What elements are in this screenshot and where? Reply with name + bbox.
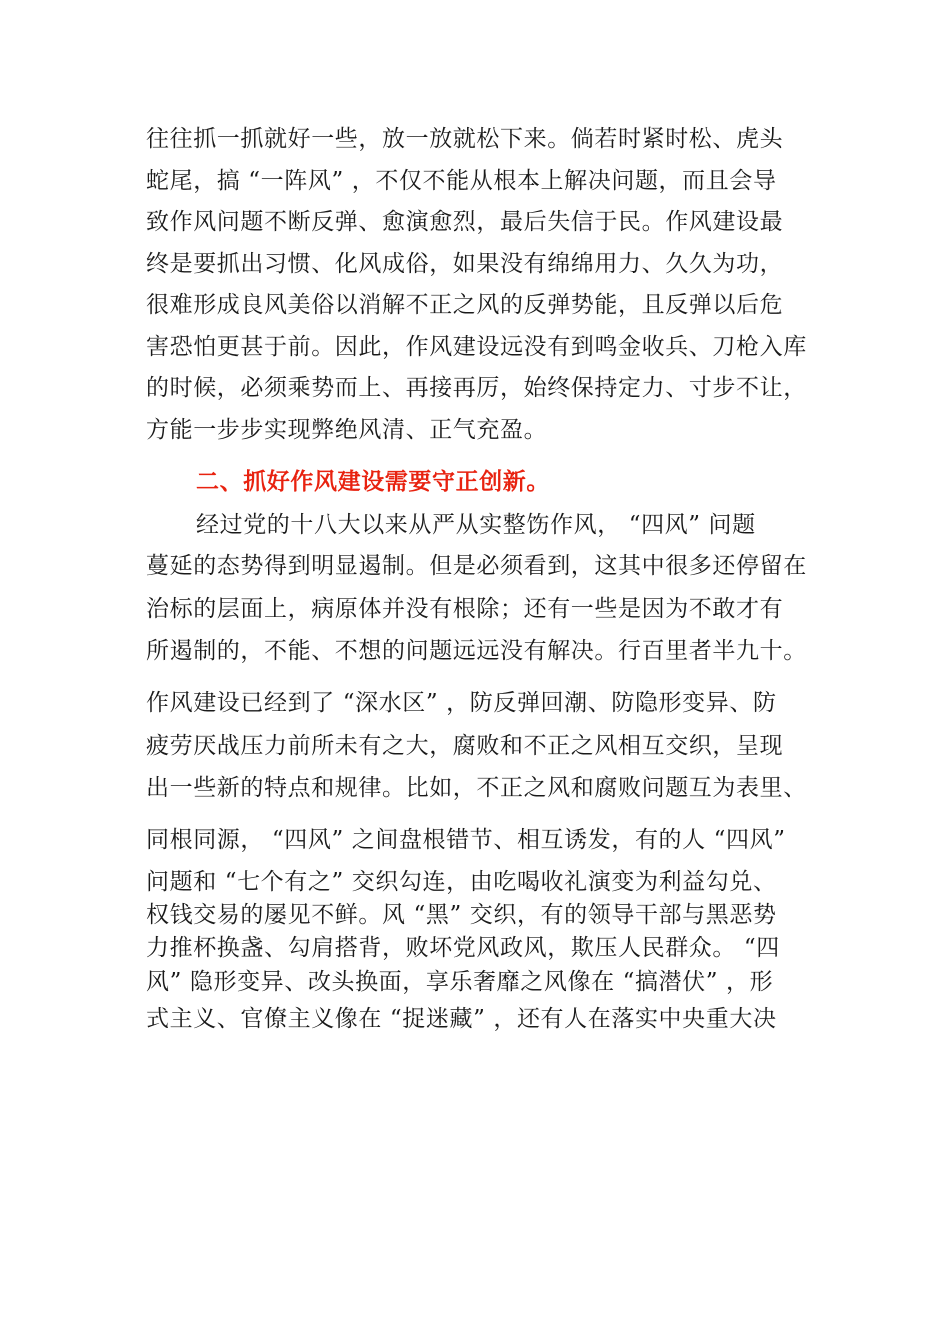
body-text-line: 治标的层面上，病原体并没有根除；还有一些是因为不敢才有 xyxy=(146,596,784,622)
body-text-line: 的时候，必须乘势而上、再接再厉，始终保持定力、寸步不让， xyxy=(146,375,807,401)
body-text-line: 方能一步步实现弊绝风清、正气充盈。 xyxy=(146,417,548,443)
body-text-line: 往往抓一抓就好一些，放一放就松下来。倘若时紧时松、虎头 xyxy=(146,126,784,152)
body-text-line: 权钱交易的屡见不鲜。风 “黑” 交织，有的领导干部与黑恶势 xyxy=(146,902,777,928)
body-text-line: 经过党的十八大以来从严从实整饬作风， “四风” 问题 xyxy=(196,512,756,538)
body-text-line: 作风建设已经到了 “深水区” ，防反弹回潮、防隐形变异、防 xyxy=(146,690,777,716)
body-text-line: 终是要抓出习惯、化风成俗，如果没有绵绵用力、久久为功， xyxy=(146,251,784,277)
body-text-line: 很难形成良风美俗以消解不正之风的反弹势能，且反弹以后危 xyxy=(146,292,784,318)
body-text-line: 致作风问题不断反弹、愈演愈烈，最后失信于民。作风建设最 xyxy=(146,209,784,235)
body-text-line: 力推杯换盏、勾肩搭背，败坏党风政风，欺压人民群众。 “四 xyxy=(146,935,780,961)
body-text-line: 风” 隐形变异、改头换面，享乐奢靡之风像在 “搞潜伏” ，形 xyxy=(146,969,774,995)
body-text-line: 所遏制的，不能、不想的问题远远没有解决。行百里者半九十。 xyxy=(146,638,807,664)
body-text-line: 蔓延的态势得到明显遏制。但是必须看到，这其中很多还停留在 xyxy=(146,553,807,579)
body-text-line: 蛇尾，搞 “一阵风” ，不仅不能从根本上解决问题，而且会导 xyxy=(146,168,777,194)
body-text-line: 式主义、官僚主义像在 “捉迷藏” ，还有人在落实中央重大决 xyxy=(146,1006,777,1032)
body-text-line: 出一些新的特点和规律。比如，不正之风和腐败问题互为表里、 xyxy=(146,775,807,801)
section-heading: 二、抓好作风建设需要守正创新。 xyxy=(196,469,550,495)
body-text-line: 疲劳厌战压力前所未有之大，腐败和不正之风相互交织，呈现 xyxy=(146,733,784,759)
body-text-line: 问题和 “七个有之” 交织勾连，由吃喝收礼演变为利益勾兑、 xyxy=(146,869,777,895)
body-text-line: 害恐怕更甚于前。因此，作风建设远没有到鸣金收兵、刀枪入库 xyxy=(146,334,807,360)
body-text-line: 同根同源， “四风” 之间盘根错节、相互诱发，有的人 “四风” xyxy=(146,827,786,853)
